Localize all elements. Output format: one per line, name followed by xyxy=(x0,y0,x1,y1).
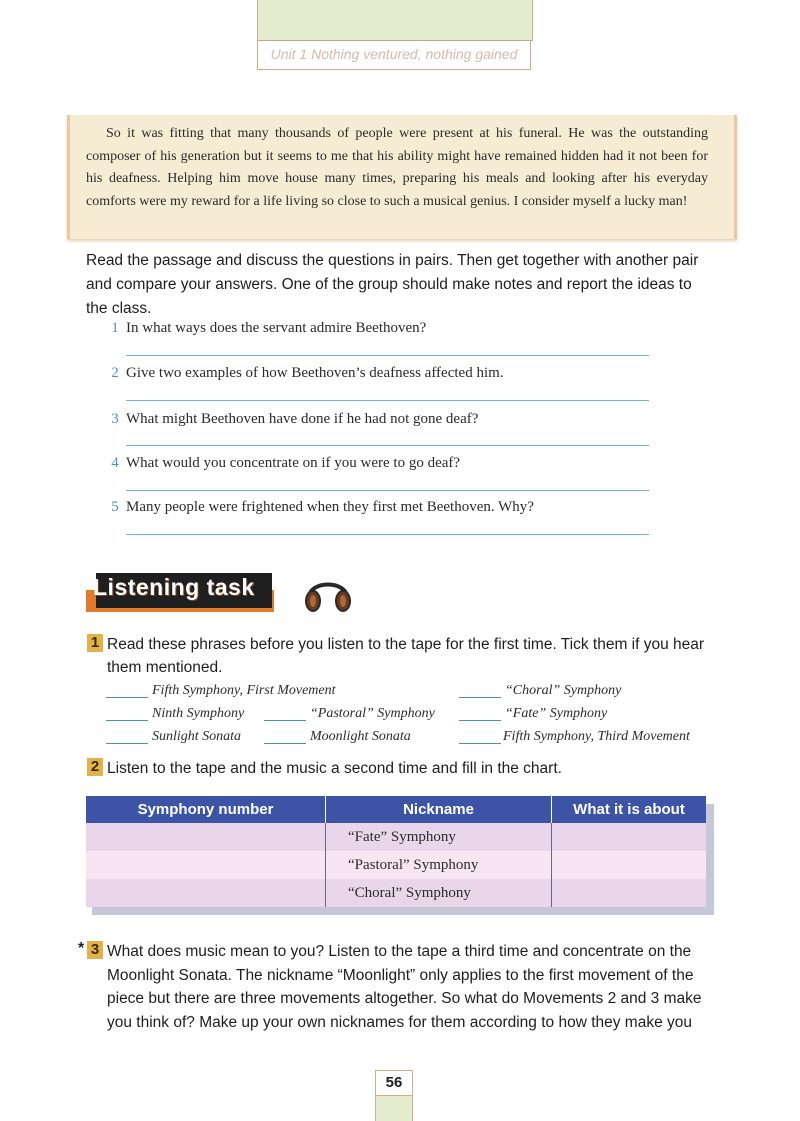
tick-blank[interactable] xyxy=(459,720,501,721)
phrase: Moonlight Sonata xyxy=(310,729,411,744)
symphony-number-cell[interactable] xyxy=(86,851,326,879)
answer-line[interactable] xyxy=(126,355,649,356)
task-number-badge: 2 xyxy=(87,758,103,776)
about-cell[interactable] xyxy=(552,823,707,851)
question-number: 3 xyxy=(111,411,119,427)
phrase: Ninth Symphony xyxy=(152,706,245,721)
tick-blank[interactable] xyxy=(106,743,148,744)
task-3-instructions: What does music mean to you? Listen to the tape a third time and concentrate on the Moonlight Sonata. The nickname “Moonlight” only applies to the first movement of the piece but there are three movements altogether. So what do Movements 2 and 3 make you think of? Make up your own nicknames for them according to how they make you xyxy=(107,943,702,1031)
question-text: Many people were frightened when they first met Beethoven. Why? xyxy=(126,499,534,515)
phrase: “Choral” Symphony xyxy=(505,683,622,698)
question-number: 5 xyxy=(111,499,119,515)
phrase: Fifth Symphony, First Movement xyxy=(152,683,336,698)
column-header: Symphony number xyxy=(86,796,326,823)
discussion-instructions: Read the passage and discuss the questions in pairs. Then get together with another pair and compare your answers. One of the group should make notes and report the ideas to the class. xyxy=(86,252,699,317)
question-text: Give two examples of how Beethoven’s deafness affected him. xyxy=(126,365,504,381)
reading-passage: So it was fitting that many thousands of people were present at his funeral. He was the outstanding composer of his generation but it seems to me that his ability might have remained hidden had it not been for his deafness. Helping him move house many times, preparing his meals and looking after his everyday comforts were my reward for a life living so close to such a musical genius. I consider myself a lucky man! xyxy=(86,126,708,209)
task-number-badge: 3 xyxy=(87,941,103,959)
question-number: 2 xyxy=(111,365,119,381)
task-2-instructions: Listen to the tape and the music a second time and fill in the chart. xyxy=(107,760,562,777)
table-row xyxy=(86,851,706,879)
nickname-cell: “Fate” Symphony xyxy=(326,823,552,851)
about-cell[interactable] xyxy=(552,879,707,907)
question-text: What would you concentrate on if you were to go deaf? xyxy=(126,455,461,471)
question-text: What might Beethoven have done if he had not gone deaf? xyxy=(126,411,479,427)
question-text: In what ways does the servant admire Beethoven? xyxy=(126,320,427,336)
table-row xyxy=(86,879,706,907)
tick-blank[interactable] xyxy=(264,720,306,721)
tick-blank[interactable] xyxy=(106,720,148,721)
answer-line[interactable] xyxy=(126,445,649,446)
answer-line[interactable] xyxy=(126,534,649,535)
header-tab-decoration xyxy=(257,0,533,41)
answer-line[interactable] xyxy=(126,490,649,491)
tick-blank[interactable] xyxy=(459,697,501,698)
column-header: Nickname xyxy=(326,796,552,823)
nickname-cell: “Pastoral” Symphony xyxy=(326,851,552,879)
task-number-badge: 1 xyxy=(87,634,103,652)
column-header: What it is about xyxy=(552,796,707,823)
tick-blank[interactable] xyxy=(459,743,501,744)
question-number: 1 xyxy=(111,320,119,336)
task-1-instructions: Read these phrases before you listen to the tape for the first time. Tick them if you hear them mentioned. xyxy=(107,636,705,676)
tick-blank[interactable] xyxy=(264,743,306,744)
symphony-number-cell[interactable] xyxy=(86,823,326,851)
phrase: “Pastoral” Symphony xyxy=(310,706,435,721)
about-cell[interactable] xyxy=(552,851,707,879)
question-number: 4 xyxy=(111,455,119,471)
phrase: “Fate” Symphony xyxy=(505,706,608,721)
page-number: 56 xyxy=(375,1070,413,1096)
listening-task-heading: Listening task xyxy=(93,574,255,600)
tick-blank[interactable] xyxy=(106,697,148,698)
phrase: Fifth Symphony, Third Movement xyxy=(503,729,690,744)
optional-task-star: * xyxy=(78,940,85,957)
nickname-cell: “Choral” Symphony xyxy=(326,879,552,907)
headphones-icon xyxy=(300,570,356,614)
table-row xyxy=(86,823,706,851)
symphony-number-cell[interactable] xyxy=(86,879,326,907)
symphony-chart xyxy=(86,796,706,907)
unit-title: Unit 1 Nothing ventured, nothing gained xyxy=(270,46,518,62)
phrase: Sunlight Sonata xyxy=(152,729,242,744)
answer-line[interactable] xyxy=(126,400,649,401)
